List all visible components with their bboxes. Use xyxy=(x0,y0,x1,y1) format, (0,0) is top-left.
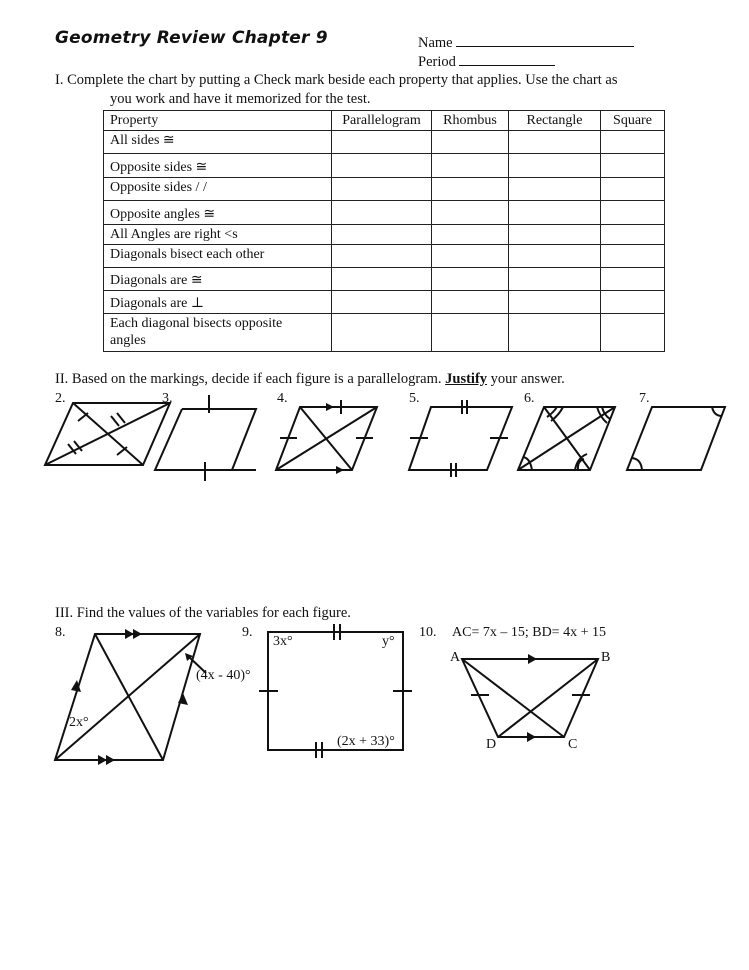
figure-number-6: 6. xyxy=(524,391,535,406)
header-square: Square xyxy=(601,111,665,131)
vertex-label-a: A xyxy=(450,650,461,665)
figure-10-given: AC= 7x – 15; BD= 4x + 15 xyxy=(452,625,606,640)
vertex-label-c: C xyxy=(568,737,578,752)
figure-number-3: 3. xyxy=(162,391,173,406)
figure-number-5: 5. xyxy=(409,391,420,406)
section2-instruction-post: your answer. xyxy=(487,371,565,387)
figure-number-7: 7. xyxy=(639,391,650,406)
property-cell: Opposite sides / / xyxy=(104,178,332,201)
section1-instruction-line1: I. Complete the chart by putting a Check mark beside each property that applies. Use the chart as xyxy=(55,72,618,88)
header-rectangle: Rectangle xyxy=(509,111,601,131)
name-label: Name xyxy=(418,35,453,51)
figure-8-angle-label-1: (4x - 40)° xyxy=(196,668,251,683)
figure-8-angle-label-2: 2x° xyxy=(69,715,89,730)
property-text-line2: angles xyxy=(110,333,146,348)
vertex-label-d: D xyxy=(486,737,497,752)
header-rhombus: Rhombus xyxy=(432,111,509,131)
figure-9-angle-tr: y° xyxy=(382,634,395,649)
property-cell: All Angles are right <s xyxy=(104,225,332,245)
section1-instruction-line2: you work and have it memorized for the test. xyxy=(110,91,371,107)
figure-number-4: 4. xyxy=(277,391,288,406)
figure-9-angle-br: (2x + 33)° xyxy=(337,734,395,749)
figure-number-2: 2. xyxy=(55,391,66,406)
property-cell: Opposite sides ≅ xyxy=(104,154,332,178)
figure-number-9: 9. xyxy=(242,625,253,640)
vertex-label-b: B xyxy=(601,650,611,665)
header-property: Property xyxy=(104,111,332,131)
figure-9-angle-tl: 3x° xyxy=(273,634,293,649)
property-text-line1: Each diagonal bisects opposite xyxy=(110,316,283,331)
section2-instruction-emph: Justify xyxy=(445,371,488,387)
period-label: Period xyxy=(418,54,456,70)
header-parallelogram: Parallelogram xyxy=(332,111,432,131)
worksheet-title: Geometry Review Chapter 9 xyxy=(55,28,328,48)
property-cell: Diagonals bisect each other xyxy=(104,245,332,268)
section2-instruction-pre: II. Based on the markings, decide if each figure is a parallelogram. xyxy=(55,371,446,387)
property-cell: All sides ≅ xyxy=(104,131,332,154)
figure-number-10: 10. xyxy=(419,625,437,640)
property-cell: Opposite angles ≅ xyxy=(104,201,332,225)
property-cell: Diagonals are ⊥ xyxy=(104,291,332,314)
figure-number-8: 8. xyxy=(55,625,66,640)
section3-instruction: III. Find the values of the variables for each figure. xyxy=(55,605,351,621)
property-cell: Diagonals are ≅ xyxy=(104,268,332,291)
